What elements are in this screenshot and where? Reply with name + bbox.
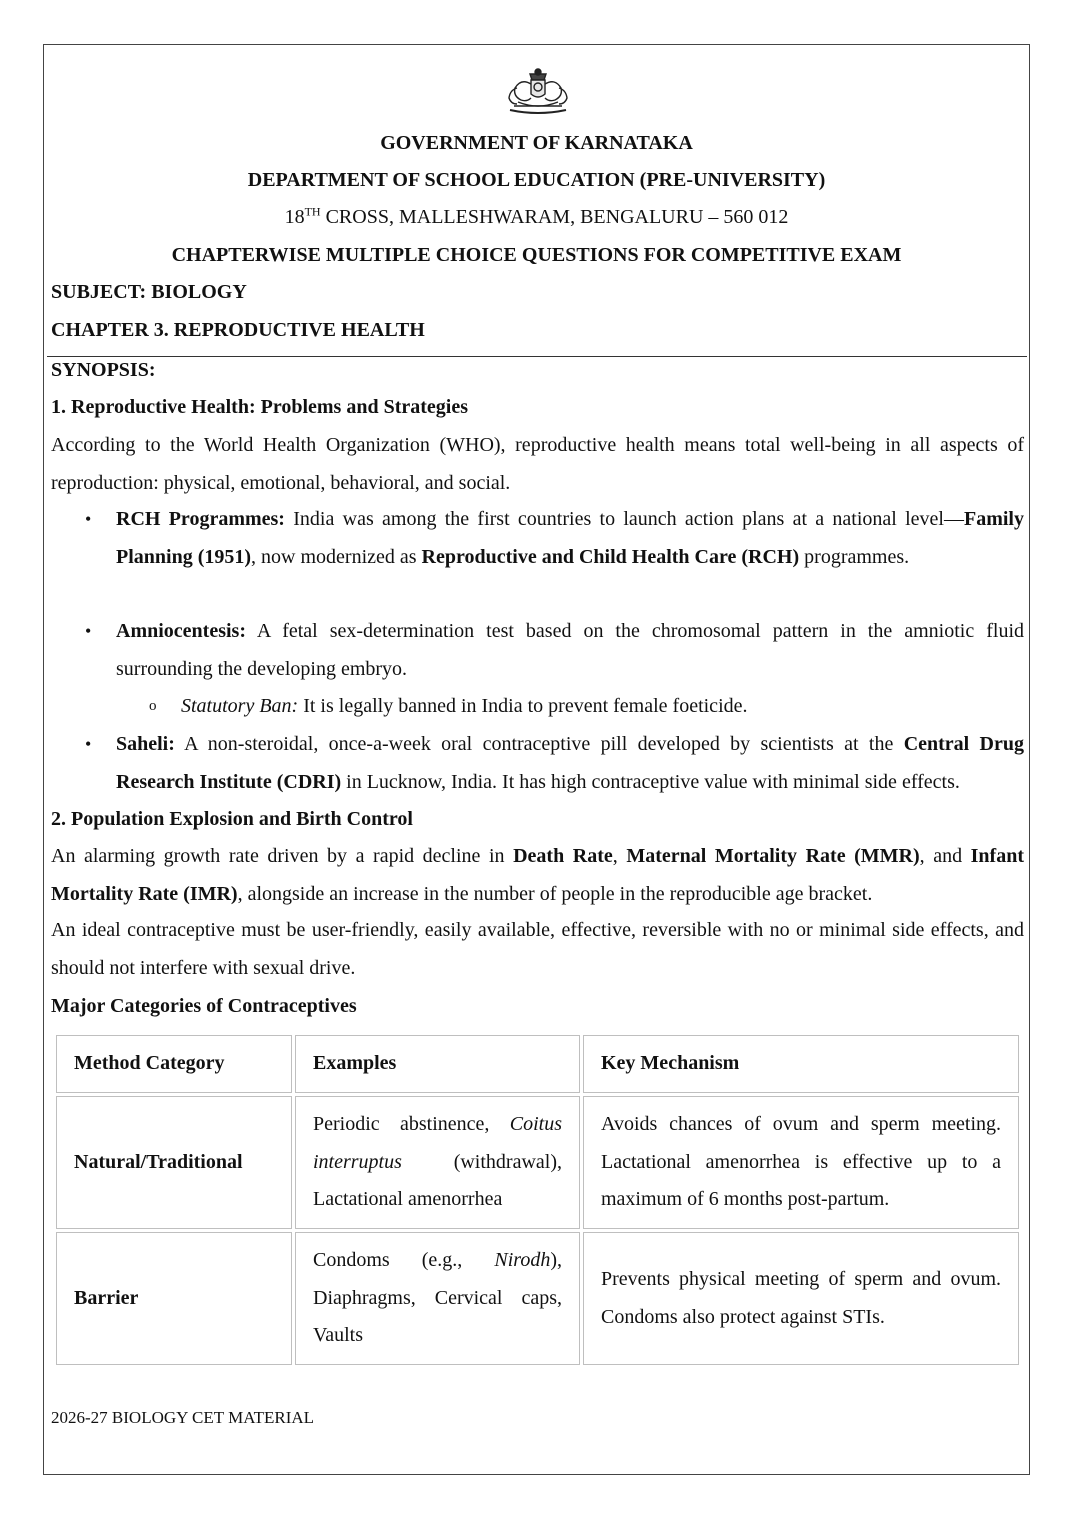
karnataka-emblem-icon [504,66,572,118]
population-paragraph: An alarming growth rate driven by a rapid decline in Death Rate, Maternal Mortality Rate (MMR), and Infant Mortality Rate (IMR), alongside an increase in the number of people in the reproducible age bracket. [51,845,1024,905]
table-header-cell: Method Category [56,1035,292,1093]
bullet-icon: • [85,734,92,754]
ideal-contraceptive-paragraph: An ideal contraceptive must be user-friendly, easily available, effective, reversible with no or minimal side effects, and should not interfere with sexual drive. [51,919,1024,979]
table-row [56,1096,1019,1229]
mechanism-cell: Avoids chances of ovum and sperm meeting. Lactational amenorrhea is effective up to a maximum of 6 months post-partum. [583,1096,1019,1229]
rch-bullet: RCH Programmes: India was among the first countries to launch action plans at a national level—Family Planning (1951), now modernized as Reproductive and Child Health Care (RCH) programmes. [116,508,1024,568]
mechanism-cell: Prevents physical meeting of sperm and ovum. Condoms also protect against STIs. [583,1232,1019,1365]
table-row [56,1232,1019,1365]
section-2-heading: 2. Population Explosion and Birth Control [51,808,413,830]
statutory-ban-subbullet: Statutory Ban: It is legally banned in India to prevent female foeticide. [181,695,748,717]
category-cell: Natural/Traditional [56,1096,292,1229]
table-header-cell: Key Mechanism [583,1035,1019,1093]
who-definition-paragraph: According to the World Health Organization (WHO), reproductive health means total well-being in all aspects of reproduction: physical, emotional, behavioral, and social. [51,434,1024,494]
examples-cell: Condoms (e.g., Nirodh), Diaphragms, Cervical caps, Vaults [295,1232,580,1365]
synopsis-heading: SYNOPSIS: [51,359,156,381]
saheli-bullet: Saheli: A non-steroidal, once-a-week oral contraceptive pill developed by scientists at the Central Drug Research Institute (CDRI) in Lucknow, India. It has high contraceptive value with minimal side effects. [116,733,1025,793]
amniocentesis-bullet: Amniocentesis: A fetal sex-determination test based on the chromosomal pattern in the amniotic fluid surrounding the developing embryo. [116,620,1024,680]
section-1-heading: 1. Reproductive Health: Problems and Strategies [51,396,469,418]
examples-cell: Periodic abstinence, Coitus interruptus (withdrawal), Lactational amenorrhea [295,1096,580,1229]
bullet-icon: • [85,621,92,641]
chapter-line: CHAPTER 3. REPRODUCTIVE HEALTH [51,319,425,341]
subject-line: SUBJECT: BIOLOGY [51,281,247,303]
contraceptives-table [53,1032,1022,1368]
address: 18TH CROSS, MALLESHWARAM, BENGALURU – 560 012 [284,204,789,228]
page-footer: 2026-27 BIOLOGY CET MATERIAL [51,1408,315,1427]
table-heading: Major Categories of Contraceptives [51,995,357,1017]
table-header-row [56,1035,1019,1093]
government-title: GOVERNMENT OF KARNATAKA [380,132,693,154]
category-cell: Barrier [56,1232,292,1365]
bullet-icon: • [85,509,92,529]
table-header-cell: Examples [295,1035,580,1093]
document-title: CHAPTERWISE MULTIPLE CHOICE QUESTIONS FOR COMPETITIVE EXAM [171,244,902,266]
sub-bullet-icon: o [149,698,157,714]
department-title: DEPARTMENT OF SCHOOL EDUCATION (PRE-UNIVERSITY) [247,169,826,191]
